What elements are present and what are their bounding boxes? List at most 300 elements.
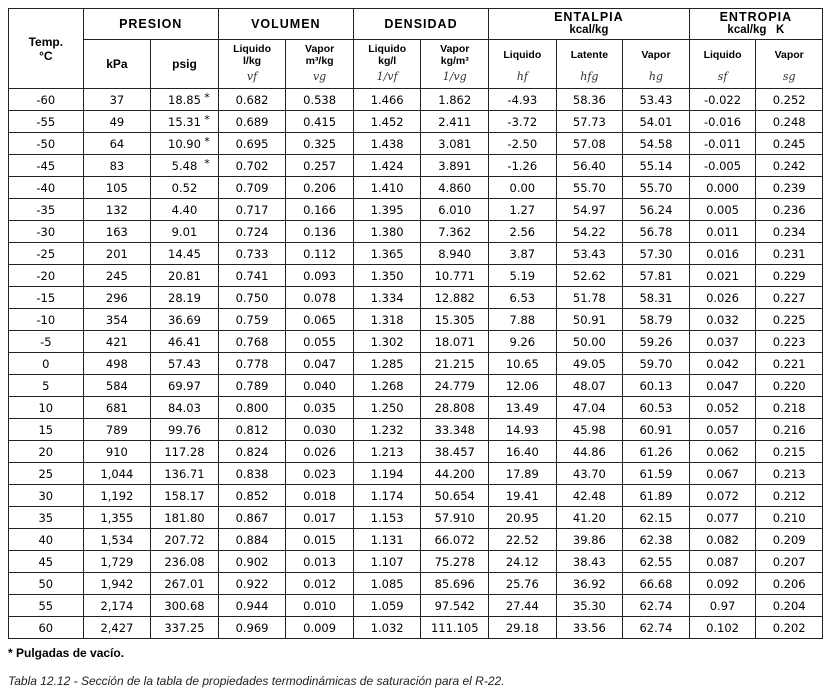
table-row — [9, 287, 823, 309]
psig-cell — [151, 375, 219, 397]
vol-liquido-cell: 0.812 — [218, 419, 286, 441]
volumen-header: VOLUMEN — [218, 9, 353, 40]
vol-vapor-header: Vapor m³/kg vg — [286, 40, 354, 89]
vol-vapor-cell: 0.136 — [286, 221, 354, 243]
table-row — [9, 551, 823, 573]
etr-liquido-cell: 0.062 — [689, 441, 756, 463]
vol-liquido-cell: 0.838 — [218, 463, 286, 485]
ent-latente-cell: 49.05 — [556, 353, 623, 375]
psig-value: 207.72 — [164, 532, 205, 547]
etr-liquido-cell: 0.082 — [689, 529, 756, 551]
den-vapor-cell: 33.348 — [421, 419, 489, 441]
den-liquido-cell: 1.302 — [353, 331, 421, 353]
vol-vapor-cell: 0.257 — [286, 155, 354, 177]
psig-value: 99.76 — [168, 422, 201, 437]
ent-liquido-cell: 7.88 — [489, 309, 557, 331]
den-liquido-cell: 1.365 — [353, 243, 421, 265]
vol-liquido-cell: 0.922 — [218, 573, 286, 595]
psig-cell — [151, 551, 219, 573]
psig-cell — [151, 309, 219, 331]
vol-liquido-cell: 0.682 — [218, 89, 286, 111]
psig-value: 36.69 — [168, 312, 201, 327]
ent-vapor-cell: 58.79 — [623, 309, 690, 331]
psig-value: 158.17 — [164, 488, 205, 503]
kpa-cell: 2,427 — [83, 617, 151, 639]
psig-value: 15.31 — [168, 114, 201, 129]
etr-vapor-cell: 0.204 — [756, 595, 823, 617]
header-row-groups — [9, 9, 823, 40]
footnote: * Pulgadas de vacío. — [8, 646, 125, 660]
table-row — [9, 111, 823, 133]
den-vapor-cell: 28.808 — [421, 397, 489, 419]
ent-liquido-cell: 0.00 — [489, 177, 557, 199]
psig-value: 337.25 — [164, 620, 205, 635]
den-vapor-cell: 2.411 — [421, 111, 489, 133]
psig-cell — [151, 133, 219, 155]
densidad-header: DENSIDAD — [353, 9, 488, 40]
etr-liquido-cell: 0.042 — [689, 353, 756, 375]
temp-cell: 35 — [9, 507, 84, 529]
temp-label: Temp. — [28, 34, 64, 49]
den-liquido-cell: 1.213 — [353, 441, 421, 463]
table-row — [9, 397, 823, 419]
den-vapor-cell: 66.072 — [421, 529, 489, 551]
psig-value: 236.08 — [164, 554, 205, 569]
kpa-cell: 584 — [83, 375, 151, 397]
vacuum-marker: * — [204, 113, 210, 126]
vol-vapor-cell: 0.026 — [286, 441, 354, 463]
vol-vapor-cell: 0.206 — [286, 177, 354, 199]
vol-liquido-cell: 0.778 — [218, 353, 286, 375]
ent-latente-cell: 54.22 — [556, 221, 623, 243]
ent-liquido-cell: 29.18 — [489, 617, 557, 639]
psig-value: 136.71 — [164, 466, 205, 481]
psig-value: 84.03 — [168, 400, 201, 415]
temp-cell: 60 — [9, 617, 84, 639]
table-row — [9, 375, 823, 397]
temp-cell: 25 — [9, 463, 84, 485]
psig-value: 9.01 — [171, 224, 198, 239]
entropia-header: ENTROPIA kcal/kg K — [689, 9, 822, 40]
vol-vapor-cell: 0.017 — [286, 507, 354, 529]
etr-vapor-cell: 0.223 — [756, 331, 823, 353]
vol-liquido-cell: 0.750 — [218, 287, 286, 309]
den-liquido-cell: 1.174 — [353, 485, 421, 507]
psig-value: 18.85 — [168, 92, 201, 107]
vol-liquido-cell: 0.689 — [218, 111, 286, 133]
den-liquido-cell: 1.232 — [353, 419, 421, 441]
den-liquido-cell: 1.424 — [353, 155, 421, 177]
ent-liquido-cell: 19.41 — [489, 485, 557, 507]
den-liquido-cell: 1.085 — [353, 573, 421, 595]
den-vapor-cell: 8.940 — [421, 243, 489, 265]
psig-value: 57.43 — [168, 356, 201, 371]
vol-liquido-cell: 0.867 — [218, 507, 286, 529]
vol-liquido-cell: 0.709 — [218, 177, 286, 199]
vol-vapor-cell: 0.325 — [286, 133, 354, 155]
etr-vapor-cell: 0.212 — [756, 485, 823, 507]
temp-cell: -55 — [9, 111, 84, 133]
etr-vapor-cell: 0.221 — [756, 353, 823, 375]
etr-liquido-cell: -0.016 — [689, 111, 756, 133]
etr-liquido-cell: 0.047 — [689, 375, 756, 397]
etr-vapor-cell: 0.227 — [756, 287, 823, 309]
etr-liquido-cell: 0.011 — [689, 221, 756, 243]
ent-liquido-cell: 12.06 — [489, 375, 557, 397]
psig-cell — [151, 265, 219, 287]
presion-header: PRESION — [83, 9, 218, 40]
den-liquido-cell: 1.107 — [353, 551, 421, 573]
temp-cell: -25 — [9, 243, 84, 265]
etr-liquido-cell: 0.016 — [689, 243, 756, 265]
ent-vapor-cell: 59.70 — [623, 353, 690, 375]
temp-cell: 15 — [9, 419, 84, 441]
vol-vapor-cell: 0.035 — [286, 397, 354, 419]
table-row — [9, 331, 823, 353]
psig-value: 69.97 — [168, 378, 201, 393]
ent-liquido-cell: 27.44 — [489, 595, 557, 617]
ent-vapor-cell: 55.14 — [623, 155, 690, 177]
table-caption: Tabla 12.12 - Sección de la tabla de propiedades termodinámicas de saturación para el R-22. — [8, 674, 505, 688]
ent-latente-cell: 47.04 — [556, 397, 623, 419]
den-liquido-cell: 1.059 — [353, 595, 421, 617]
ent-latente-cell: 58.36 — [556, 89, 623, 111]
etr-liquido-cell: 0.032 — [689, 309, 756, 331]
entalpia-header: ENTALPIA kcal/kg — [489, 9, 690, 40]
psig-cell — [151, 353, 219, 375]
etr-liquido-cell: -0.005 — [689, 155, 756, 177]
table-row — [9, 199, 823, 221]
vol-liquido-cell: 0.944 — [218, 595, 286, 617]
vol-liquido-cell: 0.800 — [218, 397, 286, 419]
table-row — [9, 529, 823, 551]
den-vapor-cell: 7.362 — [421, 221, 489, 243]
etr-vapor-cell: 0.248 — [756, 111, 823, 133]
table-row — [9, 353, 823, 375]
table-body — [9, 89, 823, 639]
ent-liquido-cell: 20.95 — [489, 507, 557, 529]
vol-liquido-cell: 0.969 — [218, 617, 286, 639]
psig-cell — [151, 331, 219, 353]
psig-value: 14.45 — [168, 246, 201, 261]
ent-liquido-cell: 24.12 — [489, 551, 557, 573]
etr-vapor-cell: 0.218 — [756, 397, 823, 419]
ent-liquido-cell: 16.40 — [489, 441, 557, 463]
ent-latente-header: Latente hfg — [556, 40, 623, 89]
etr-vapor-cell: 0.210 — [756, 507, 823, 529]
psig-cell — [151, 111, 219, 133]
den-vapor-cell: 12.882 — [421, 287, 489, 309]
ent-vapor-cell: 59.26 — [623, 331, 690, 353]
vol-liquido-cell: 0.733 — [218, 243, 286, 265]
den-vapor-cell: 111.105 — [421, 617, 489, 639]
vol-vapor-cell: 0.018 — [286, 485, 354, 507]
vol-vapor-cell: 0.023 — [286, 463, 354, 485]
kpa-cell: 789 — [83, 419, 151, 441]
den-liquido-cell: 1.318 — [353, 309, 421, 331]
kpa-cell: 83 — [83, 155, 151, 177]
psig-value: 28.19 — [168, 290, 201, 305]
ent-vapor-cell: 53.43 — [623, 89, 690, 111]
table-row — [9, 595, 823, 617]
kpa-cell: 163 — [83, 221, 151, 243]
etr-vapor-cell: 0.231 — [756, 243, 823, 265]
etr-vapor-cell: 0.234 — [756, 221, 823, 243]
ent-liquido-header: Liquido hf — [489, 40, 557, 89]
psig-value: 5.48 — [171, 158, 198, 173]
etr-vapor-cell: 0.213 — [756, 463, 823, 485]
ent-latente-cell: 50.00 — [556, 331, 623, 353]
etr-vapor-cell: 0.207 — [756, 551, 823, 573]
ent-vapor-cell: 61.89 — [623, 485, 690, 507]
den-liquido-cell: 1.466 — [353, 89, 421, 111]
temp-cell: -10 — [9, 309, 84, 331]
ent-vapor-cell: 57.30 — [623, 243, 690, 265]
ent-vapor-cell: 57.81 — [623, 265, 690, 287]
den-liquido-header: Liquido kg/l 1/vf — [353, 40, 421, 89]
vol-liquido-cell: 0.884 — [218, 529, 286, 551]
psig-cell — [151, 617, 219, 639]
psig-value: 46.41 — [168, 334, 201, 349]
kpa-cell: 2,174 — [83, 595, 151, 617]
den-vapor-cell: 1.862 — [421, 89, 489, 111]
psig-value: 4.40 — [171, 202, 198, 217]
etr-liquido-cell: 0.052 — [689, 397, 756, 419]
ent-liquido-cell: -4.93 — [489, 89, 557, 111]
vol-vapor-cell: 0.040 — [286, 375, 354, 397]
vol-vapor-cell: 0.055 — [286, 331, 354, 353]
temp-header — [9, 9, 84, 89]
kpa-cell: 1,192 — [83, 485, 151, 507]
ent-liquido-cell: 1.27 — [489, 199, 557, 221]
vol-liquido-cell: 0.768 — [218, 331, 286, 353]
kpa-cell: 132 — [83, 199, 151, 221]
vol-vapor-cell: 0.112 — [286, 243, 354, 265]
temp-cell: -35 — [9, 199, 84, 221]
ent-latente-cell: 43.70 — [556, 463, 623, 485]
temp-cell: 45 — [9, 551, 84, 573]
vol-vapor-cell: 0.078 — [286, 287, 354, 309]
temp-cell: 20 — [9, 441, 84, 463]
den-liquido-cell: 1.268 — [353, 375, 421, 397]
table-row — [9, 177, 823, 199]
etr-liquido-cell: 0.037 — [689, 331, 756, 353]
ent-latente-cell: 44.86 — [556, 441, 623, 463]
den-liquido-cell: 1.131 — [353, 529, 421, 551]
ent-liquido-cell: -2.50 — [489, 133, 557, 155]
ent-liquido-cell: -1.26 — [489, 155, 557, 177]
den-liquido-cell: 1.194 — [353, 463, 421, 485]
etr-liquido-cell: 0.021 — [689, 265, 756, 287]
temp-cell: 40 — [9, 529, 84, 551]
temp-cell: -40 — [9, 177, 84, 199]
ent-liquido-cell: 6.53 — [489, 287, 557, 309]
den-vapor-header: Vapor kg/m³ 1/vg — [421, 40, 489, 89]
ent-latente-cell: 48.07 — [556, 375, 623, 397]
ent-liquido-cell: -3.72 — [489, 111, 557, 133]
ent-latente-cell: 53.43 — [556, 243, 623, 265]
vol-vapor-cell: 0.166 — [286, 199, 354, 221]
ent-liquido-cell: 22.52 — [489, 529, 557, 551]
vacuum-marker: * — [204, 91, 210, 104]
temp-cell: -45 — [9, 155, 84, 177]
vacuum-marker: * — [204, 157, 210, 170]
ent-vapor-cell: 62.74 — [623, 617, 690, 639]
ent-latente-cell: 57.08 — [556, 133, 623, 155]
table-row — [9, 309, 823, 331]
etr-vapor-cell: 0.225 — [756, 309, 823, 331]
vol-vapor-cell: 0.012 — [286, 573, 354, 595]
vol-liquido-cell: 0.695 — [218, 133, 286, 155]
vol-liquido-header: Liquido l/kg vf — [218, 40, 286, 89]
etr-vapor-header: Vapor sg — [756, 40, 823, 89]
ent-latente-cell: 55.70 — [556, 177, 623, 199]
vol-vapor-cell: 0.013 — [286, 551, 354, 573]
table-row — [9, 507, 823, 529]
temp-unit: °C — [39, 48, 53, 63]
header-row-columns — [9, 40, 823, 89]
table-row — [9, 617, 823, 639]
ent-vapor-cell: 58.31 — [623, 287, 690, 309]
vol-vapor-cell: 0.538 — [286, 89, 354, 111]
psig-header: psig — [151, 40, 219, 89]
ent-latente-cell: 39.86 — [556, 529, 623, 551]
etr-vapor-cell: 0.236 — [756, 199, 823, 221]
vol-liquido-cell: 0.724 — [218, 221, 286, 243]
psig-cell — [151, 463, 219, 485]
etr-vapor-cell: 0.215 — [756, 441, 823, 463]
ent-vapor-cell: 61.59 — [623, 463, 690, 485]
den-liquido-cell: 1.032 — [353, 617, 421, 639]
den-liquido-cell: 1.153 — [353, 507, 421, 529]
den-liquido-cell: 1.395 — [353, 199, 421, 221]
temp-cell: -50 — [9, 133, 84, 155]
ent-latente-cell: 38.43 — [556, 551, 623, 573]
ent-vapor-cell: 54.01 — [623, 111, 690, 133]
vol-liquido-cell: 0.902 — [218, 551, 286, 573]
psig-cell — [151, 485, 219, 507]
psig-cell — [151, 221, 219, 243]
vol-liquido-cell: 0.741 — [218, 265, 286, 287]
psig-cell — [151, 397, 219, 419]
ent-latente-cell: 33.56 — [556, 617, 623, 639]
temp-cell: -60 — [9, 89, 84, 111]
ent-liquido-cell: 9.26 — [489, 331, 557, 353]
den-vapor-cell: 38.457 — [421, 441, 489, 463]
ent-liquido-cell: 17.89 — [489, 463, 557, 485]
psig-value: 300.68 — [164, 598, 205, 613]
r22-saturation-table — [8, 8, 823, 639]
den-vapor-cell: 75.278 — [421, 551, 489, 573]
etr-liquido-header: Liquido sf — [689, 40, 756, 89]
ent-liquido-cell: 14.93 — [489, 419, 557, 441]
ent-latente-cell: 45.98 — [556, 419, 623, 441]
temp-cell: 30 — [9, 485, 84, 507]
table-row — [9, 441, 823, 463]
ent-latente-cell: 52.62 — [556, 265, 623, 287]
vol-vapor-cell: 0.065 — [286, 309, 354, 331]
kpa-cell: 1,044 — [83, 463, 151, 485]
table-row — [9, 133, 823, 155]
vol-liquido-cell: 0.852 — [218, 485, 286, 507]
ent-vapor-cell: 61.26 — [623, 441, 690, 463]
ent-vapor-header: Vapor hg — [623, 40, 690, 89]
psig-cell — [151, 155, 219, 177]
temp-cell: -5 — [9, 331, 84, 353]
psig-cell — [151, 199, 219, 221]
psig-value: 20.81 — [168, 268, 201, 283]
den-vapor-cell: 97.542 — [421, 595, 489, 617]
kpa-cell: 1,534 — [83, 529, 151, 551]
psig-value: 0.52 — [171, 180, 198, 195]
psig-value: 181.80 — [164, 510, 205, 525]
etr-vapor-cell: 0.220 — [756, 375, 823, 397]
ent-liquido-cell: 13.49 — [489, 397, 557, 419]
etr-vapor-cell: 0.202 — [756, 617, 823, 639]
den-liquido-cell: 1.285 — [353, 353, 421, 375]
ent-liquido-cell: 25.76 — [489, 573, 557, 595]
den-liquido-cell: 1.452 — [353, 111, 421, 133]
ent-latente-cell: 54.97 — [556, 199, 623, 221]
den-vapor-cell: 6.010 — [421, 199, 489, 221]
den-vapor-cell: 18.071 — [421, 331, 489, 353]
vol-vapor-cell: 0.010 — [286, 595, 354, 617]
den-vapor-cell: 10.771 — [421, 265, 489, 287]
ent-vapor-cell: 56.78 — [623, 221, 690, 243]
ent-vapor-cell: 62.74 — [623, 595, 690, 617]
ent-latente-cell: 51.78 — [556, 287, 623, 309]
table-row — [9, 419, 823, 441]
table-row — [9, 265, 823, 287]
kpa-cell: 421 — [83, 331, 151, 353]
table-row — [9, 573, 823, 595]
vol-liquido-cell: 0.702 — [218, 155, 286, 177]
den-vapor-cell: 44.200 — [421, 463, 489, 485]
table-row — [9, 155, 823, 177]
kpa-cell: 37 — [83, 89, 151, 111]
psig-cell — [151, 243, 219, 265]
etr-vapor-cell: 0.242 — [756, 155, 823, 177]
ent-latente-cell: 35.30 — [556, 595, 623, 617]
etr-liquido-cell: -0.011 — [689, 133, 756, 155]
den-liquido-cell: 1.380 — [353, 221, 421, 243]
table-row — [9, 89, 823, 111]
den-vapor-cell: 3.891 — [421, 155, 489, 177]
kpa-cell: 681 — [83, 397, 151, 419]
den-vapor-cell: 24.779 — [421, 375, 489, 397]
ent-vapor-cell: 60.91 — [623, 419, 690, 441]
ent-latente-cell: 36.92 — [556, 573, 623, 595]
etr-vapor-cell: 0.229 — [756, 265, 823, 287]
vol-vapor-cell: 0.009 — [286, 617, 354, 639]
den-vapor-cell: 15.305 — [421, 309, 489, 331]
den-liquido-cell: 1.350 — [353, 265, 421, 287]
etr-liquido-cell: 0.026 — [689, 287, 756, 309]
kpa-cell: 1,355 — [83, 507, 151, 529]
psig-cell — [151, 595, 219, 617]
den-liquido-cell: 1.410 — [353, 177, 421, 199]
etr-vapor-cell: 0.252 — [756, 89, 823, 111]
kpa-cell: 64 — [83, 133, 151, 155]
etr-liquido-cell: 0.97 — [689, 595, 756, 617]
temp-cell: -20 — [9, 265, 84, 287]
table-row — [9, 221, 823, 243]
ent-latente-cell: 41.20 — [556, 507, 623, 529]
ent-liquido-cell: 2.56 — [489, 221, 557, 243]
ent-liquido-cell: 10.65 — [489, 353, 557, 375]
document-page — [8, 8, 823, 688]
etr-liquido-cell: 0.005 — [689, 199, 756, 221]
